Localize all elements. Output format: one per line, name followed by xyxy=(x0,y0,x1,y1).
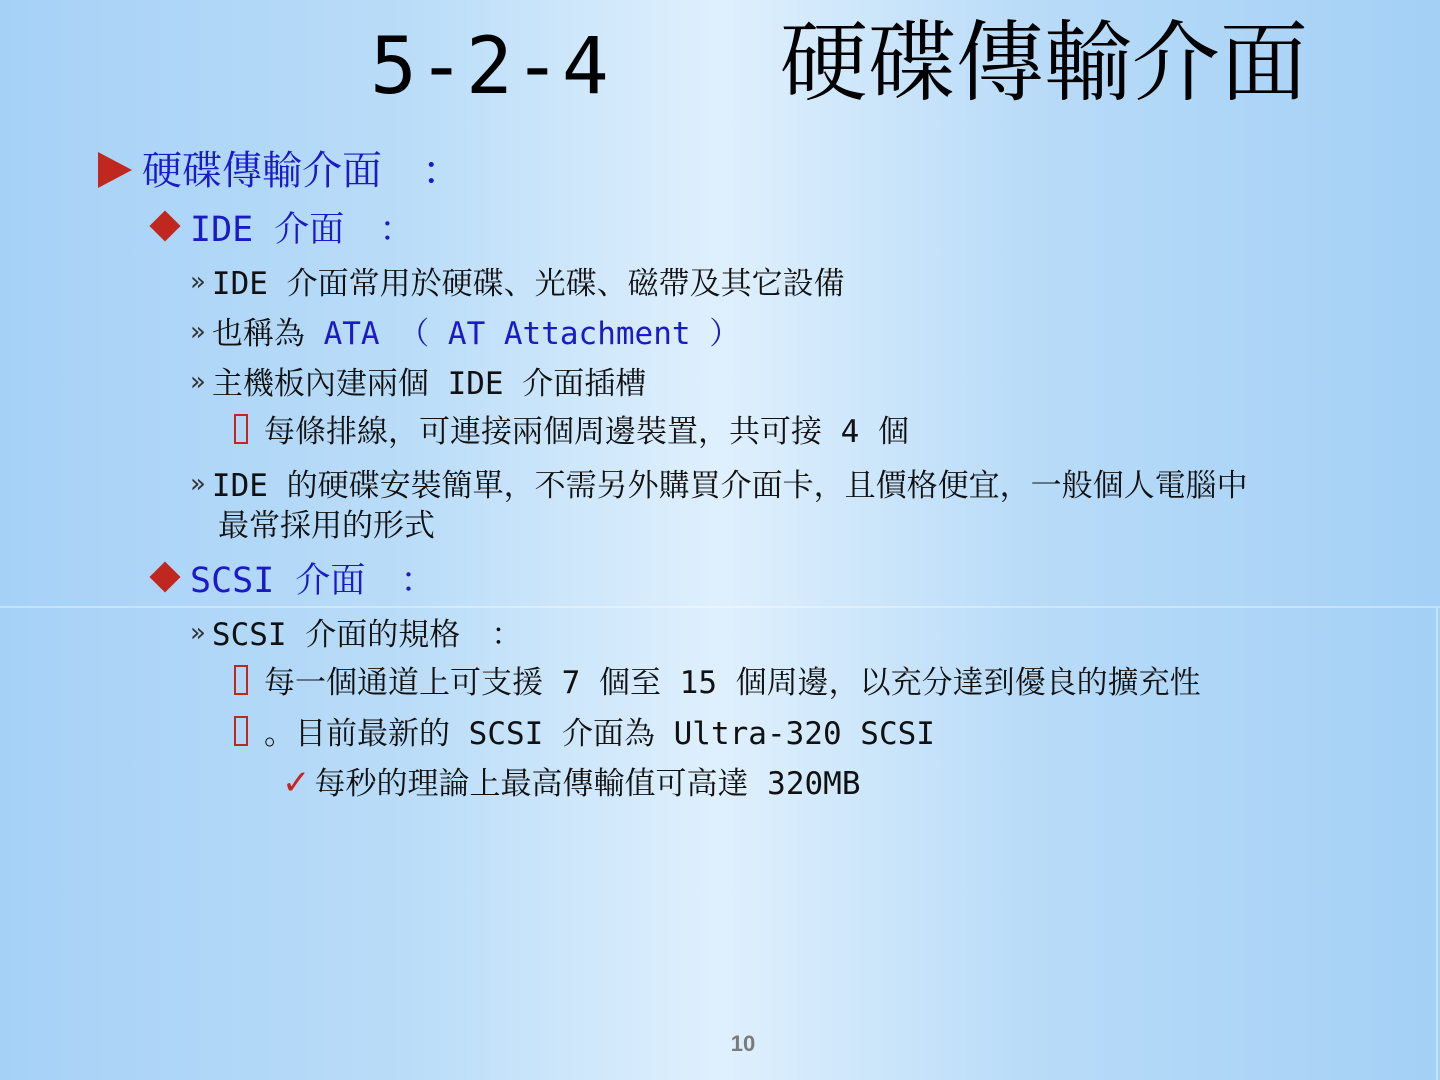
title-text: 硬碟傳輸介面 xyxy=(779,11,1308,114)
divider-line-vertical xyxy=(1436,608,1438,1080)
box-bullet-icon xyxy=(234,665,248,695)
checkmark-icon: ✓ xyxy=(282,763,311,803)
ide-subitem-cable xyxy=(234,411,909,453)
page-number: 10 xyxy=(730,1031,756,1056)
title-number: 5-2-4 xyxy=(370,22,610,112)
ide-item-install xyxy=(190,463,1248,507)
box-bullet-icon xyxy=(234,716,248,746)
double-angle-bullet-icon: » xyxy=(190,469,206,499)
ide-aka-prefix: 也稱為 xyxy=(211,316,305,352)
ide-item-install-cont xyxy=(218,505,435,547)
bullet-ide xyxy=(148,206,414,254)
scsi-channel-text: 每一個通道上可支援 7 個至 15 個周邊，以充分達到優良的擴充性 xyxy=(264,665,1201,701)
ide-install-line1: IDE 的硬碟安裝簡單，不需另外購買介面卡，且價格便宜，一般個人電腦中 xyxy=(211,468,1248,504)
ide-subitem-cable-text: 每條排線，可連接兩個周邊裝置，共可接 4 個 xyxy=(264,414,909,450)
diamond-bullet-icon xyxy=(149,210,180,241)
ide-item-slots-text: 主機板內建兩個 IDE 介面插槽 xyxy=(211,366,647,402)
ide-item-slots xyxy=(190,361,646,405)
scsi-subitem-latest xyxy=(234,713,935,755)
ide-aka-value: ATA （ AT Attachment ） xyxy=(304,316,741,352)
scsi-latest-text: 。目前最新的 SCSI 介面為 Ultra-320 SCSI xyxy=(264,716,935,752)
ide-item-usage-text: IDE 介面常用於硬碟、光碟、磁帶及其它設備 xyxy=(211,266,845,302)
double-angle-bullet-icon: » xyxy=(190,267,206,297)
bullet-scsi xyxy=(148,557,435,605)
double-angle-bullet-icon: » xyxy=(190,618,206,648)
scsi-speed-text: 每秒的理論上最高傳輸值可高達 320MB xyxy=(314,766,861,802)
scsi-subitem-channel xyxy=(234,662,1201,704)
ide-label: IDE 介面 ： xyxy=(190,210,415,250)
slide-title xyxy=(370,8,1308,122)
ide-item-usage xyxy=(190,261,845,305)
heading-text: 硬碟傳輸介面 ： xyxy=(142,148,462,194)
scsi-spec-text: SCSI 介面的規格 ： xyxy=(211,617,523,653)
box-bullet-icon xyxy=(234,414,248,444)
scsi-label: SCSI 介面 ： xyxy=(190,561,436,601)
double-angle-bullet-icon: » xyxy=(190,367,206,397)
bullet-heading xyxy=(98,146,462,196)
scsi-item-spec xyxy=(190,612,522,656)
double-angle-bullet-icon: » xyxy=(190,317,206,347)
ide-item-aka xyxy=(190,311,740,355)
triangle-bullet-icon xyxy=(98,152,132,188)
diamond-bullet-icon xyxy=(149,561,180,592)
divider-line xyxy=(0,606,1440,608)
ide-install-line2: 最常採用的形式 xyxy=(218,508,435,544)
scsi-detail-speed xyxy=(282,762,860,805)
